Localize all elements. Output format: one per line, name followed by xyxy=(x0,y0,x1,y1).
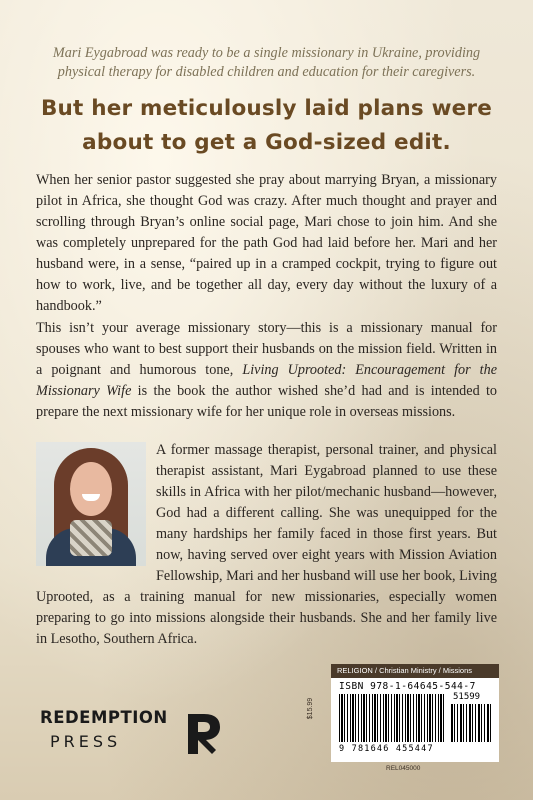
headline-line-1: But her meticulously laid plans were xyxy=(40,96,493,121)
publisher-sub: PRESS xyxy=(50,732,122,751)
barcode-number: 9 781646 455447 xyxy=(339,744,434,754)
barcode-price-bars xyxy=(451,704,493,742)
paragraph-2-text-b: is the book the author wished she’d had and is intended to prepare the next missionary wife for her unique role in overseas missions. xyxy=(36,383,498,420)
book-title: Living Uprooted: Encouragement for the Missionary Wife xyxy=(36,362,497,399)
barcode-panel xyxy=(331,664,499,762)
barcode-rel-code: REL045000 xyxy=(386,765,421,772)
author-bio xyxy=(36,440,497,650)
publisher-name: REDEMPTION xyxy=(40,708,168,727)
barcode-isbn: ISBN 978-1-64645-544-7 xyxy=(339,681,476,692)
headline-line-2: about to get a God-sized edit. xyxy=(82,130,451,155)
barcode-bars xyxy=(339,694,445,742)
publisher-logo xyxy=(36,708,226,766)
tagline: Mari Eygabroad was ready to be a single missionary in Ukraine, providing physical therapy for disabled children and education for their caregivers. xyxy=(52,45,481,80)
price-vertical: $15.99 xyxy=(307,697,315,720)
publisher-mark-icon xyxy=(186,710,222,756)
description-paragraph-2 xyxy=(36,318,497,423)
headline xyxy=(36,92,497,160)
author-bio-text: A former massage therapist, personal trainer, and physical therapist assistant, Mari Eygabroad planned to use these skills in Africa with her pilot/mechanic husband—however, God had a different calling. She was unequipped for the many hardships her family faced in those first years. But now, having served over eight years with Mission Aviation Fellowship, Mari and her husband will use her book, Living Uprooted, as a training manual for new missionaries, especially women preparing to go into missions alongside their husbands. She and her family live in Lesotho, Southern Africa. xyxy=(36,442,497,647)
description-paragraph-1: When her senior pastor suggested she pray about marrying Bryan, a missionary pilot in Africa, she thought God was crazy. After much thought and prayer and scrolling through Bryan’s online social page, Mari chose to join him. And she was completely unprepared for the path God had laid before her. Mari and her husband were, in a sense, “paired up in a cramped cockpit, trying to figure out how to work, live, and be together all day, every day without the luxury of a handbook.” xyxy=(36,172,497,314)
paragraph-2-text-a: This isn’t your average missionary story—this is a missionary manual for spouses who want to best support their husbands on the mission field. Written in a poignant and humorous tone, xyxy=(36,320,497,378)
author-photo xyxy=(36,442,146,566)
barcode-category: RELIGION / Christian Ministry / Missions xyxy=(331,664,499,678)
barcode-price-code: 51599 xyxy=(453,692,481,702)
